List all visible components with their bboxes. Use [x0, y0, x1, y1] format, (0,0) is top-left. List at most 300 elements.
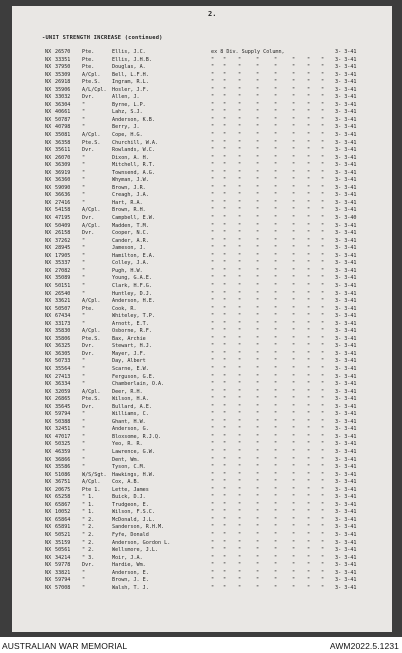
ditto-mark: ": [292, 245, 296, 252]
ditto-mark: ": [292, 320, 296, 327]
ditto-mark: ": [274, 328, 278, 335]
soldier-name: Osborne, R.F.: [112, 328, 152, 335]
ditto-mark: ": [321, 343, 325, 350]
service-prefix: NX: [45, 471, 52, 478]
soldier-name: Berry, J.: [112, 124, 140, 131]
ditto-mark: ": [274, 177, 278, 184]
service-number: 35906: [55, 86, 71, 93]
ditto-mark: ": [238, 184, 242, 191]
service-prefix: NX: [45, 328, 52, 335]
ditto-mark: ": [256, 403, 260, 410]
ditto-mark: ": [307, 509, 311, 516]
ditto-mark: ": [321, 86, 325, 93]
ditto-mark: ": [292, 584, 296, 591]
ditto-mark: ": [292, 230, 296, 237]
soldier-name: Trudgeon, E.: [112, 501, 149, 508]
ditto-mark: ": [238, 320, 242, 327]
ditto-mark: ": [321, 154, 325, 161]
rank: ": [82, 577, 86, 584]
service-prefix: NX: [45, 147, 52, 154]
soldier-name: Townsend, A.G.: [112, 169, 155, 176]
ditto-mark: ": [292, 109, 296, 116]
taken-on-date: 3- 3-41: [335, 275, 357, 282]
ditto-mark: ": [238, 79, 242, 86]
ditto-mark: ": [321, 94, 325, 101]
ditto-mark: ": [256, 365, 260, 372]
service-prefix: NX: [45, 177, 52, 184]
taken-on-date: 3- 3-41: [335, 441, 357, 448]
soldier-name: Campbell, E.W.: [112, 215, 155, 222]
taken-on-date: 3- 3-41: [335, 403, 357, 410]
service-prefix: NX: [45, 260, 52, 267]
ditto-mark: ": [256, 411, 260, 418]
ditto-mark: ": [292, 524, 296, 531]
roll-entry: [45, 419, 385, 427]
ditto-mark: ": [211, 494, 215, 501]
ditto-mark: ": [223, 184, 227, 191]
ditto-mark: ": [274, 230, 278, 237]
taken-on-date: 3- 3-41: [335, 554, 357, 561]
ditto-mark: ": [256, 350, 260, 357]
soldier-name: Sanderson, R.H.M.: [112, 524, 165, 531]
ditto-mark: ": [238, 418, 242, 425]
soldier-name: Walsh, T. J.: [112, 584, 149, 591]
service-prefix: NX: [45, 441, 52, 448]
roll-entry: [45, 381, 385, 389]
roll-entry: [45, 72, 385, 80]
service-number: 33821: [55, 569, 71, 576]
taken-on-date: 3- 3-41: [335, 365, 357, 372]
ditto-mark: ": [321, 486, 325, 493]
ditto-mark: ": [238, 426, 242, 433]
ditto-mark: ": [238, 403, 242, 410]
roll-entry: [45, 260, 385, 268]
ditto-mark: ": [292, 388, 296, 395]
ditto-mark: ": [307, 516, 311, 523]
ditto-mark: ": [307, 554, 311, 561]
service-number: 54158: [55, 207, 71, 214]
page-number: 2.: [208, 10, 217, 18]
service-prefix: NX: [45, 516, 52, 523]
soldier-name: McDonald, J.L.: [112, 516, 155, 523]
ditto-mark: ": [223, 109, 227, 116]
service-prefix: NX: [45, 494, 52, 501]
service-prefix: NX: [45, 64, 52, 71]
ditto-mark: ": [223, 252, 227, 259]
ditto-mark: ": [238, 494, 242, 501]
roll-entry: [45, 547, 385, 555]
service-number: 33032: [55, 94, 71, 101]
ditto-mark: ": [274, 516, 278, 523]
ditto-mark: ": [307, 328, 311, 335]
ditto-mark: ": [274, 479, 278, 486]
ditto-mark: ": [307, 267, 311, 274]
ditto-mark: ": [307, 358, 311, 365]
ditto-mark: ": [238, 139, 242, 146]
ditto-mark: ": [211, 365, 215, 372]
rank: A/Cpl.: [82, 71, 101, 78]
ditto-mark: ": [274, 524, 278, 531]
ditto-mark: ": [238, 441, 242, 448]
service-number: 67434: [55, 313, 71, 320]
service-prefix: NX: [45, 94, 52, 101]
ditto-mark: ": [256, 464, 260, 471]
ditto-mark: ": [292, 328, 296, 335]
ditto-mark: ": [307, 313, 311, 320]
service-prefix: NX: [45, 71, 52, 78]
ditto-mark: ": [274, 411, 278, 418]
ditto-mark: ": [238, 147, 242, 154]
service-number: 28945: [55, 245, 71, 252]
ditto-mark: ": [321, 381, 325, 388]
ditto-mark: ": [223, 532, 227, 538]
taken-on-date: 3- 3-41: [335, 381, 357, 388]
service-number: 36358: [55, 139, 71, 146]
ditto-mark: ": [274, 532, 278, 538]
ditto-mark: ": [292, 139, 296, 146]
service-number: 26865: [55, 396, 71, 403]
roll-entry: [45, 87, 385, 95]
ditto-mark: ": [274, 94, 278, 101]
service-number: 36334: [55, 381, 71, 388]
taken-on-date: 3- 3-41: [335, 539, 357, 546]
ditto-mark: ": [238, 230, 242, 237]
ditto-mark: ": [292, 132, 296, 139]
service-number: 50388: [55, 418, 71, 425]
service-number: 59794: [55, 577, 71, 584]
soldier-name: Lahz, S.J.: [112, 109, 143, 116]
ditto-mark: ": [238, 381, 242, 388]
ditto-mark: ": [211, 328, 215, 335]
service-number: 36305: [55, 350, 71, 357]
ditto-mark: ": [211, 116, 215, 123]
ditto-mark: ": [256, 494, 260, 501]
soldier-name: Bell, L.F.H.: [112, 71, 149, 78]
rank: Dvr.: [82, 215, 95, 222]
rank: " 2.: [82, 532, 95, 538]
ditto-mark: ": [211, 532, 215, 538]
taken-on-date: 3- 3-41: [335, 471, 357, 478]
ditto-mark: ": [321, 479, 325, 486]
taken-on-date: 3- 3-41: [335, 192, 357, 199]
taken-on-date: 3- 3-41: [335, 147, 357, 154]
service-prefix: NX: [45, 109, 52, 116]
ditto-mark: ": [274, 494, 278, 501]
roll-entry: [45, 441, 385, 449]
ditto-mark: ": [256, 124, 260, 131]
soldier-name: Ingram, R.L.: [112, 79, 149, 86]
service-number: 35564: [55, 365, 71, 372]
ditto-mark: ": [307, 71, 311, 78]
ditto-mark: ": [223, 199, 227, 206]
soldier-name: Pugh, H.W.: [112, 267, 143, 274]
rank: ": [82, 184, 86, 191]
service-prefix: NX: [45, 456, 52, 463]
ditto-mark: ": [238, 124, 242, 131]
taken-on-date: 3- 3-41: [335, 116, 357, 123]
ditto-mark: ": [256, 56, 260, 63]
taken-on-date: 3- 3-41: [335, 237, 357, 244]
rank: ": [82, 441, 86, 448]
ditto-mark: ": [321, 539, 325, 546]
ditto-mark: ": [223, 562, 227, 569]
ditto-mark: ": [211, 569, 215, 576]
roll-entry: [45, 207, 385, 215]
ditto-mark: ": [274, 335, 278, 342]
taken-on-date: 3- 3-41: [335, 464, 357, 471]
ditto-mark: ": [238, 169, 242, 176]
taken-on-date: 3- 3-41: [335, 267, 357, 274]
ditto-mark: ": [274, 147, 278, 154]
ditto-mark: ": [292, 184, 296, 191]
roll-entry: [45, 170, 385, 178]
ditto-mark: ": [211, 230, 215, 237]
ditto-mark: ": [223, 71, 227, 78]
rank: ": [82, 569, 86, 576]
ditto-mark: ": [292, 199, 296, 206]
ditto-mark: ": [256, 101, 260, 108]
ditto-mark: ": [307, 305, 311, 312]
service-number: 35830: [55, 328, 71, 335]
ditto-mark: ": [223, 94, 227, 101]
ditto-mark: ": [292, 471, 296, 478]
taken-on-date: 3- 3-41: [335, 501, 357, 508]
taken-on-date: 3- 3-41: [335, 569, 357, 576]
ditto-mark: ": [238, 154, 242, 161]
rank: ": [82, 260, 86, 267]
ditto-mark: ": [238, 562, 242, 569]
ditto-mark: ": [274, 501, 278, 508]
ditto-mark: ": [307, 101, 311, 108]
service-prefix: NX: [45, 388, 52, 395]
ditto-mark: ": [223, 79, 227, 86]
soldier-name: Creagh, J.A.: [112, 192, 149, 199]
rank: ": [82, 426, 86, 433]
taken-on-date: 3- 3-41: [335, 139, 357, 146]
ditto-mark: ": [223, 305, 227, 312]
ditto-mark: ": [274, 199, 278, 206]
ditto-mark: ": [238, 132, 242, 139]
ditto-mark: ": [238, 516, 242, 523]
ditto-mark: ": [307, 162, 311, 169]
taken-on-date: 3- 3-41: [335, 222, 357, 229]
roll-entry: [45, 298, 385, 306]
ditto-mark: ": [256, 441, 260, 448]
rank: " 1.: [82, 501, 95, 508]
service-prefix: NX: [45, 396, 52, 403]
roll-entry: [45, 49, 385, 57]
ditto-mark: ": [292, 486, 296, 493]
ditto-mark: ": [223, 260, 227, 267]
ditto-mark: ": [307, 501, 311, 508]
roll-entry: [45, 472, 385, 480]
ditto-mark: ": [211, 79, 215, 86]
taken-on-date: 3- 3-41: [335, 577, 357, 584]
service-number: 51086: [55, 471, 71, 478]
soldier-name: Brown, R.H.: [112, 207, 146, 214]
service-number: 47195: [55, 215, 71, 222]
ditto-mark: ": [238, 577, 242, 584]
service-number: 33173: [55, 320, 71, 327]
service-number: 37262: [55, 237, 71, 244]
ditto-mark: ": [238, 313, 242, 320]
ditto-mark: ": [292, 298, 296, 305]
service-number: 36304: [55, 101, 71, 108]
ditto-mark: ": [292, 381, 296, 388]
soldier-name: Scarne, E.W.: [112, 365, 149, 372]
service-prefix: NX: [45, 426, 52, 433]
soldier-name: Dixon, A. H.: [112, 154, 149, 161]
ditto-mark: ": [292, 177, 296, 184]
rank: ": [82, 448, 86, 455]
ditto-mark: ": [292, 71, 296, 78]
ditto-mark: ": [256, 79, 260, 86]
roll-entry: [45, 253, 385, 261]
unit-note: ex 8 Div. Supply Column,: [211, 49, 285, 55]
soldier-name: Churchill, W.A.: [112, 139, 159, 146]
roll-entry: [45, 162, 385, 170]
ditto-mark: ": [238, 109, 242, 116]
service-number: 35586: [55, 464, 71, 471]
taken-on-date: 3- 3-41: [335, 101, 357, 108]
ditto-mark: ": [321, 403, 325, 410]
roll-entry: [45, 124, 385, 132]
section-heading: -UNIT STRENGTH INCREASE (continued): [42, 35, 163, 41]
ditto-mark: ": [274, 509, 278, 516]
ditto-mark: ": [223, 501, 227, 508]
ditto-mark: ": [274, 192, 278, 199]
service-number: 50409: [55, 222, 71, 229]
service-prefix: NX: [45, 275, 52, 282]
taken-on-date: 3- 3-41: [335, 290, 357, 297]
ditto-mark: ": [321, 199, 325, 206]
service-number: 26070: [55, 154, 71, 161]
ditto-mark: ": [238, 501, 242, 508]
rank: ": [82, 584, 86, 591]
roll-entry: [45, 321, 385, 329]
ditto-mark: ": [321, 252, 325, 259]
service-number: 35309: [55, 71, 71, 78]
ditto-mark: ": [321, 192, 325, 199]
taken-on-date: 3- 3-40: [335, 215, 357, 222]
ditto-mark: ": [307, 245, 311, 252]
ditto-mark: ": [223, 358, 227, 365]
ditto-mark: ": [292, 335, 296, 342]
rank: ": [82, 433, 86, 440]
roll-entry: [45, 479, 385, 487]
roll-entry: [45, 57, 385, 65]
soldier-name: Clark, H.F.G.: [112, 282, 152, 289]
ditto-mark: ": [238, 358, 242, 365]
ditto-mark: ": [223, 267, 227, 274]
rank: ": [82, 169, 86, 176]
ditto-mark: ": [321, 335, 325, 342]
ditto-mark: ": [274, 441, 278, 448]
soldier-name: Bloxsome, R.J.Q.: [112, 433, 162, 440]
ditto-mark: ": [211, 471, 215, 478]
taken-on-date: 3- 3-41: [335, 479, 357, 486]
document-page: [12, 6, 392, 632]
ditto-mark: ": [274, 290, 278, 297]
ditto-mark: ": [256, 569, 260, 576]
ditto-mark: ": [307, 282, 311, 289]
ditto-mark: ": [223, 411, 227, 418]
ditto-mark: ": [321, 532, 325, 538]
ditto-mark: ": [307, 230, 311, 237]
service-prefix: NX: [45, 448, 52, 455]
ditto-mark: ": [223, 124, 227, 131]
ditto-mark: ": [238, 86, 242, 93]
taken-on-date: 3- 3-41: [335, 298, 357, 305]
ditto-mark: ": [223, 486, 227, 493]
taken-on-date: 3- 3-41: [335, 516, 357, 523]
ditto-mark: ": [274, 132, 278, 139]
soldier-name: Bax, Archie: [112, 335, 146, 342]
service-number: 65891: [55, 524, 71, 531]
service-number: 35081: [55, 132, 71, 139]
ditto-mark: ": [307, 403, 311, 410]
taken-on-date: 3- 3-41: [335, 207, 357, 214]
ditto-mark: ": [211, 109, 215, 116]
service-number: 59090: [55, 184, 71, 191]
service-prefix: NX: [45, 320, 52, 327]
roll-entry: [45, 132, 385, 140]
ditto-mark: ": [292, 426, 296, 433]
ditto-mark: ": [292, 94, 296, 101]
service-prefix: NX: [45, 116, 52, 123]
ditto-mark: ": [292, 350, 296, 357]
roll-entry: [45, 434, 385, 442]
rank: ": [82, 237, 86, 244]
ditto-mark: ": [321, 245, 325, 252]
ditto-mark: ": [307, 569, 311, 576]
ditto-mark: ": [223, 147, 227, 154]
ditto-mark: ": [274, 154, 278, 161]
rank: Dvr.: [82, 343, 95, 350]
ditto-mark: ": [211, 554, 215, 561]
roll-entry: [45, 185, 385, 193]
rank: " 2.: [82, 547, 95, 554]
ditto-mark: ": [223, 245, 227, 252]
ditto-mark: ": [211, 132, 215, 139]
soldier-name: Byrne, L.P.: [112, 101, 146, 108]
ditto-mark: ": [223, 237, 227, 244]
soldier-name: Cander, A.R.: [112, 237, 149, 244]
service-prefix: NX: [45, 139, 52, 146]
ditto-mark: ": [292, 539, 296, 546]
roll-entry: [45, 509, 385, 517]
ditto-mark: ": [223, 101, 227, 108]
ditto-mark: ": [238, 64, 242, 71]
ditto-mark: ": [307, 86, 311, 93]
ditto-mark: ": [321, 313, 325, 320]
ditto-mark: ": [274, 260, 278, 267]
ditto-mark: ": [274, 433, 278, 440]
ditto-mark: ": [223, 207, 227, 214]
service-prefix: NX: [45, 486, 52, 493]
rank: ": [82, 365, 86, 372]
roll-entry: [45, 117, 385, 125]
taken-on-date: 3- 3-41: [335, 411, 357, 418]
soldier-name: Williams, C.: [112, 411, 149, 418]
ditto-mark: ": [211, 199, 215, 206]
ditto-mark: ": [274, 373, 278, 380]
ditto-mark: ": [256, 237, 260, 244]
ditto-mark: ": [238, 584, 242, 591]
taken-on-date: 3- 3-41: [335, 109, 357, 116]
ditto-mark: ": [256, 94, 260, 101]
ditto-mark: ": [211, 373, 215, 380]
